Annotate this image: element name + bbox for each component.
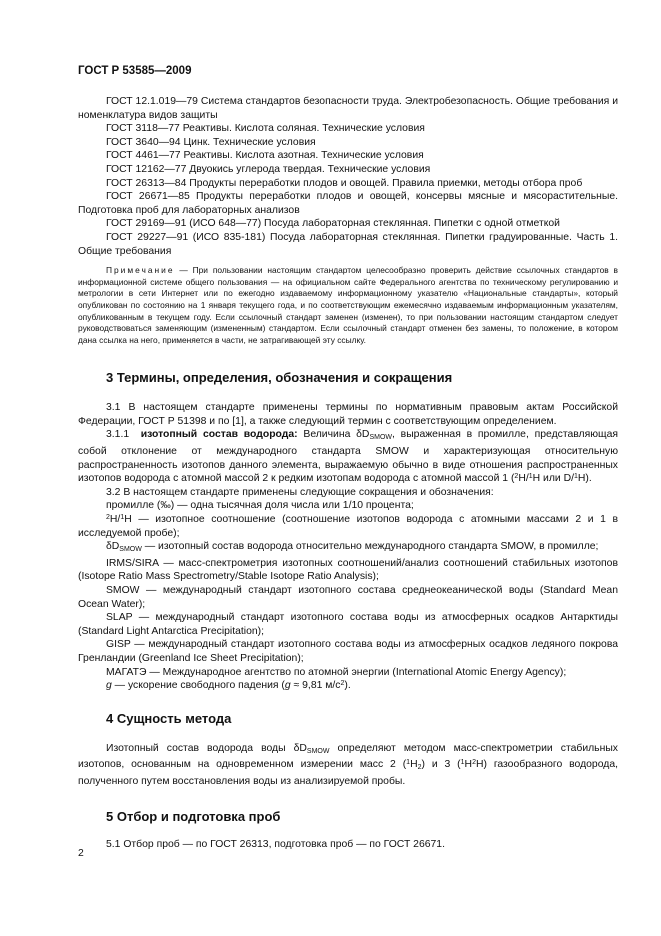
reference-item: ГОСТ 4461—77 Реактивы. Кислота азотная. Технические условия bbox=[106, 150, 424, 162]
abbreviation-item: $\delta D_{SMOW}$ — изотопный состав водорода относительно международного стандарта SMOW, в промилле; bbox=[106, 541, 599, 554]
abbreviation-item: SLAP — международный стандарт изотопного состава воды из атмосферных осадков Антарктиды (Standard Light Antarctica Precipitation); bbox=[78, 612, 618, 637]
abbreviation-item: МАГАТЭ — Международное агентство по атомной энергии (International Atomic Energy Agency); bbox=[106, 666, 567, 678]
reference-item: ГОСТ 29227—91 (ИСО 835-181) Посуда лабораторная стеклянная. Пипетки градуированные. Часть 1. Общие требования bbox=[78, 231, 618, 257]
abbreviation-item: $^2$H/$^1$H — изотопное соотношение (соотношение изотопов водорода с атомными массами 2 и 1 в исследуемой пробе); bbox=[78, 514, 618, 539]
section-4-title: 4 Сущность метода bbox=[106, 710, 232, 726]
paragraph-4: Изотопный состав водорода воды $\delta D_{SMOW}$ определяют методом масс-спектрометрии стабильных изотопов, основанным на одновременном измерении масс 2 $(^1H_2)$ и 3 $(^1H^2H)$ газообразного водорода, полученного путем восстановления воды из анализируемой пробы. bbox=[78, 742, 618, 787]
term-name: изотопный состав водорода: bbox=[140, 429, 298, 441]
references-list bbox=[78, 95, 618, 258]
reference-item: ГОСТ 12162—77 Двуокись углерода твердая. Технические условия bbox=[106, 163, 431, 175]
abbreviation-item: IRMS/SIRA — масс-спектрометрия изотопных соотношений/анализ соотношений стабильных изотопов (Isotope Ratio Mass Spectrometry/Stable Isotope Ratio Analysis); bbox=[78, 557, 618, 583]
reference-item: ГОСТ 26671—85 Продукты переработки плодов и овощей, консервы мясные и мясорастительные. Подготовка проб для лабораторных анализов bbox=[78, 191, 618, 216]
reference-item: ГОСТ 3118—77 Реактивы. Кислота соляная. Технические условия bbox=[106, 123, 425, 135]
document-body bbox=[78, 95, 618, 851]
paragraph-3-2: 3.2 В настоящем стандарте применены следующие сокращения и обозначения: bbox=[106, 486, 494, 498]
reference-item: ГОСТ 29169—91 (ИСО 648—77) Посуда лабораторная стеклянная. Пипетки с одной отметкой bbox=[106, 218, 560, 230]
abbreviation-item: g — ускорение свободного падения (g ≈ 9,81 $м/с^2$). bbox=[106, 680, 351, 692]
document-header: ГОСТ Р 53585—2009 bbox=[78, 65, 192, 77]
paragraph-3-1-1: 3.1.1 изотопный состав водорода: Величина $\delta D_{SMOW}$, выраженная в промилле, представляющая собой отклонение от международного стандарта SMOW и характеризующая относительную распространенность изотопов данного элемента, выражаемую обычно в виде отношения распространенных изотопов водорода с атомной массой 2 к редким изотопам водорода с атомной массой 1 ($^2$H/$^1$H или D/$^1$H). bbox=[78, 429, 618, 485]
paragraph-3-1: 3.1 В настоящем стандарте применены термины по нормативным правовым актам Российской Федерации, ГОСТ Р 51398 и по [1], а также следующий термин с соответствующим определением. bbox=[78, 402, 618, 427]
page-number: 2 bbox=[78, 848, 84, 859]
abbreviation-item: промилле (‰) — одна тысячная доля числа или 1/10 процента; bbox=[106, 500, 414, 512]
clause-number: 3.1.1 bbox=[106, 429, 130, 441]
section-5-title: 5 Отбор и подготовка проб bbox=[106, 808, 281, 824]
note-label: Примечание bbox=[106, 265, 175, 276]
section-3-title: 3 Термины, определения, обозначения и сокращения bbox=[106, 370, 453, 386]
reference-item: ГОСТ 3640—94 Цинк. Технические условия bbox=[106, 136, 316, 148]
reference-item: ГОСТ 12.1.019—79 Система стандартов безопасности труда. Электробезопасность. Общие требования и номенклатура видов защиты bbox=[78, 96, 618, 121]
paragraph-5-1: 5.1 Отбор проб — по ГОСТ 26313, подготовка проб — по ГОСТ 26671. bbox=[106, 838, 445, 850]
references-note bbox=[78, 265, 618, 346]
abbreviation-item: GISP — международный стандарт изотопного состава воды из атмосферных осадков ледяного покрова Гренландии (Greenland Ice Sheet Precipitation); bbox=[78, 639, 618, 664]
reference-item: ГОСТ 26313—84 Продукты переработки плодов и овощей. Правила приемки, методы отбора проб bbox=[106, 177, 583, 189]
note-text: — При пользовании настоящим стандартом целесообразно проверить действие ссылочных стандартов в информационной системе общего пользования — на официальном сайте Федерального агентства по техническому регулированию и метрологии в сети Интернет или по ежегодно издаваемому информационному указателю «Национальные стандарты», который опубликован по состоянию на 1 января текущего года, и по соответствующим ежемесячно издаваемым информационным указателям, опубликованным в текущем году. Если ссылочный стандарт заменен (изменен), то при пользовании настоящим стандартом следует руководствоваться заменяющим (измененным) стандартом. Если ссылочный стандарт отменен без замены, то положение, в котором дана ссылка на него, применяется в части, не затрагивающей эту ссылку. bbox=[78, 265, 618, 345]
abbreviation-item: SMOW — международный стандарт изотопного состава среднеокеанической воды (Standard Mean Ocean Water); bbox=[78, 585, 618, 610]
